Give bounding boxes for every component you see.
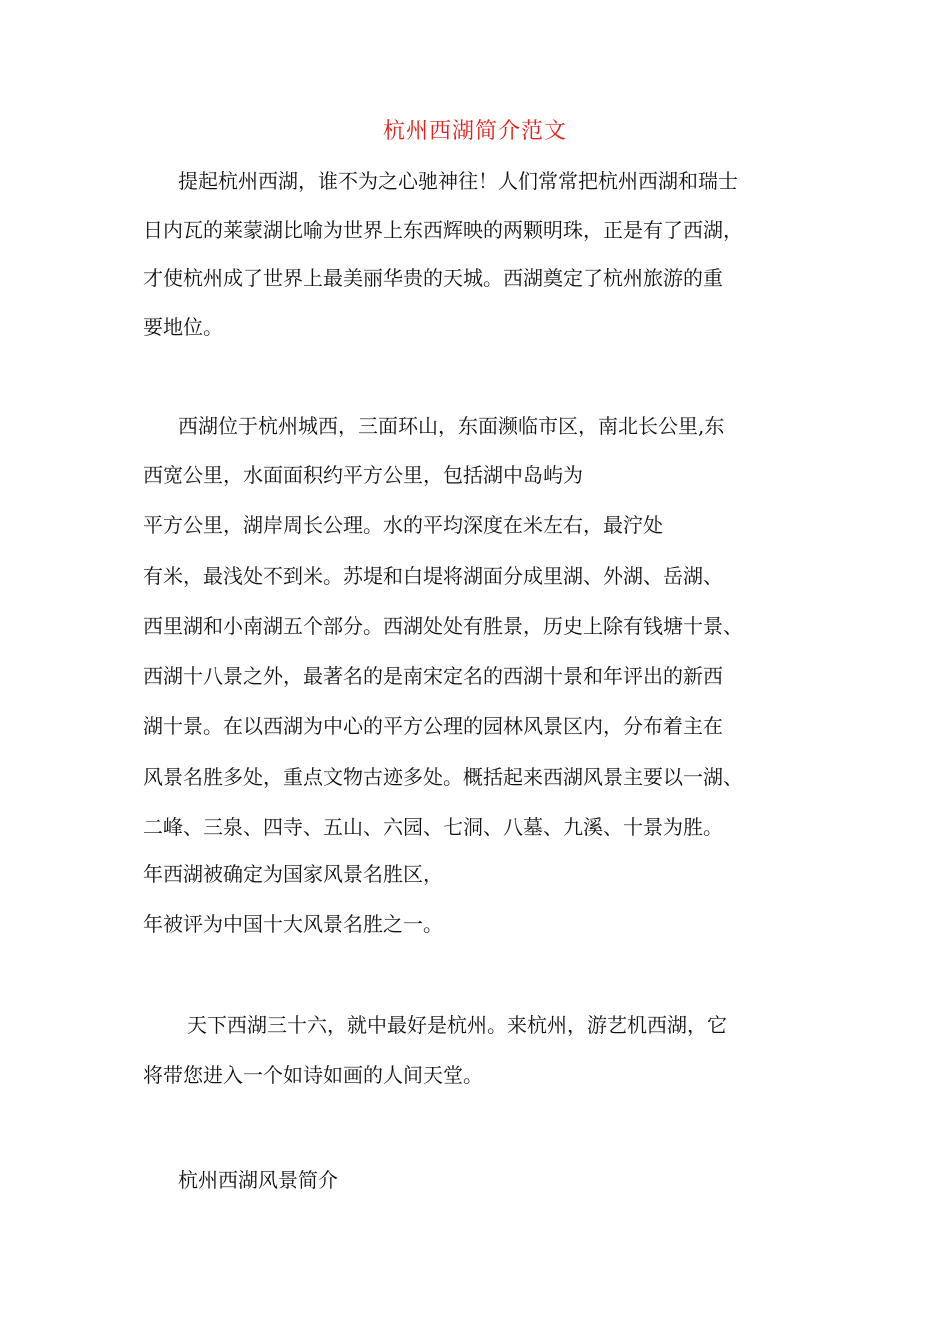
paragraph-2-line-3: 平方公里，湖岸周长公理。水的平均深度在米左右，最泞处 <box>143 513 663 537</box>
paragraph-2-line-6: 西湖十八景之外，最著名的是南宋定名的西湖十景和年评出的新西 <box>143 664 723 688</box>
paragraph-3-line-1: 天下西湖三十六，就中最好是杭州。来杭州，游艺机西湖，它 <box>187 1013 727 1037</box>
paragraph-2-line-11: 年被评为中国十大风景名胜之一。 <box>143 912 443 936</box>
paragraph-2-line-2: 西宽公里，水面面积约平方公里，包括湖中岛屿为 <box>143 463 583 487</box>
paragraph-2-line-7: 湖十景。在以西湖为中心的平方公理的园林风景区内，分布着主在 <box>143 714 723 738</box>
paragraph-1-line-3: 才使杭州成了世界上最美丽华贵的天城。西湖奠定了杭州旅游的重 <box>143 266 723 290</box>
paragraph-2-line-1: 西湖位于杭州城西，三面环山，东面濒临市区，南北长公里,东 <box>178 414 725 438</box>
paragraph-2-line-10: 年西湖被确定为国家风景名胜区， <box>143 862 443 886</box>
paragraph-2-line-4: 有米，最浅处不到米。苏堤和白堤将湖面分成里湖、外湖、岳湖、 <box>143 564 723 588</box>
paragraph-1-line-1: 提起杭州西湖，谁不为之心驰神往！人们常常把杭州西湖和瑞士 <box>178 169 738 193</box>
paragraph-2-line-5: 西里湖和小南湖五个部分。西湖处处有胜景，历史上除有钱塘十景、 <box>143 614 743 638</box>
paragraph-2-line-9: 二峰、三泉、四寺、五山、六园、七洞、八墓、九溪、十景为胜。 <box>143 815 723 839</box>
section-heading: 杭州西湖风景简介 <box>178 1168 338 1192</box>
document-title: 杭州西湖简介范文 <box>382 119 567 144</box>
paragraph-2-line-8: 风景名胜多处，重点文物古迹多处。概括起来西湖风景主要以一湖、 <box>143 765 743 789</box>
paragraph-1-line-2: 日内瓦的莱蒙湖比喻为世界上东西辉映的两颗明珠，正是有了西湖， <box>143 218 743 242</box>
paragraph-3-line-2: 将带您进入一个如诗如画的人间天堂。 <box>143 1063 483 1087</box>
paragraph-1-line-4: 要地位。 <box>143 315 223 339</box>
